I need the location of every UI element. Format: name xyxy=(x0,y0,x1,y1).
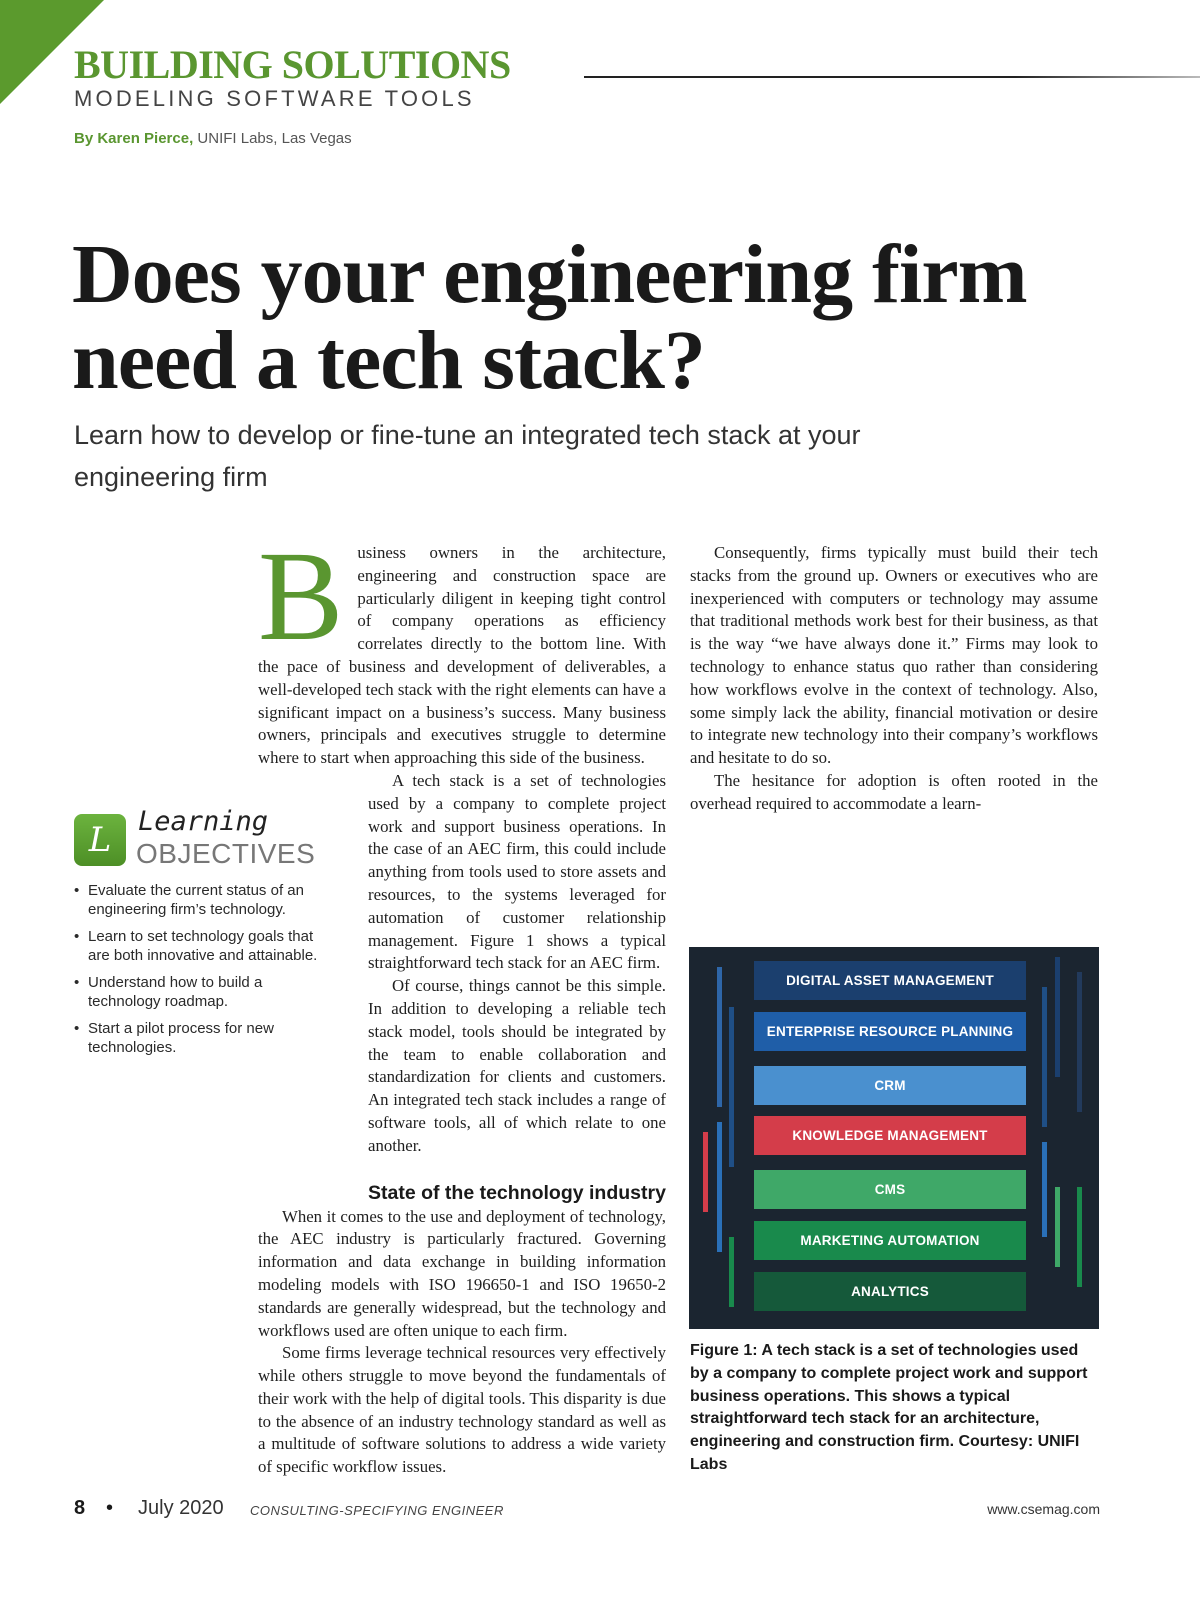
stack-layer-km: KNOWLEDGE MANAGEMENT xyxy=(754,1116,1026,1155)
learning-heading: Learning xyxy=(138,806,269,837)
paragraph-1 xyxy=(258,525,666,770)
stack-layer-cms: CMS xyxy=(754,1170,1026,1209)
page-footer xyxy=(74,1497,1100,1521)
decor-line xyxy=(729,1007,734,1167)
decor-line xyxy=(1042,987,1047,1127)
byline xyxy=(74,130,352,147)
decor-line xyxy=(729,1237,734,1307)
section-subtitle: MODELING SOFTWARE TOOLS xyxy=(74,86,475,111)
paragraph-6: Consequently, firms typically must build their tech stacks from the ground up. Owners or executives who are inexperienced with computers or technology may assume that traditional methods work best for their business, as that is the way “we have always done it.” Firms may look to technology to enhance status quo rather than considering how workflows evolve in the context of technology. Also, some simply lack the ability, financial motivation or desire to integrate new technology into their company’s workflows and hesitate to do so. xyxy=(690,543,1098,768)
decor-line xyxy=(1077,1187,1082,1287)
page-number: 8 xyxy=(74,1497,86,1519)
paragraph-2: A tech stack is a set of technologies used by a company to complete project work and support business operations. In the case of an AEC firm, this could include anything from tools used to store assets and resources, to the systems leveraged for automation of customer relationship management. Figure 1 shows a typical straightforward tech stack for an AEC firm. xyxy=(368,770,666,973)
decor-line xyxy=(1055,957,1060,1077)
stack-layer-crm: CRM xyxy=(754,1066,1026,1105)
subhead: State of the technology industry xyxy=(368,1181,666,1204)
stack-layer-dam: DIGITAL ASSET MANAGEMENT xyxy=(754,961,1026,1000)
objective-item: • Understand how to build a technology roadmap. xyxy=(74,974,330,1011)
objective-item: • Learn to set technology goals that are both innovative and attainable. xyxy=(74,928,330,965)
tech-stack-figure xyxy=(689,947,1099,1329)
figure-caption: Figure 1: A tech stack is a set of technologies used by a company to complete project work and support business operations. This shows a typical straightforward tech stack for an architecture, engineering and construction firm. Courtesy: UNIFI Labs xyxy=(690,1342,1088,1473)
footer-bullet: • xyxy=(106,1497,114,1519)
objectives-list xyxy=(74,882,330,1066)
article-column-2 xyxy=(690,542,1098,816)
decor-line xyxy=(1077,972,1082,1112)
publication-name: CONSULTING-SPECIFYING ENGINEER xyxy=(250,1503,504,1518)
article-title: Does your engineering firm need a tech stack? xyxy=(72,228,1027,407)
section-title: BUILDING SOLUTIONS xyxy=(74,42,511,87)
paragraph-4: When it comes to the use and deployment of technology, the AEC industry is particularly fractured. Governing information and data exchange in building information modeling models with ISO 196650-1 and ISO 19650-2 standards are generally widespread, but the technology and workflows used are often unique to each firm. xyxy=(258,1206,666,1340)
author-name: By Karen Pierce, xyxy=(74,130,194,147)
paragraph-1-text: usiness owners in the architecture, engineering and construction space are particularly diligent in keeping tight control of company operations as efficiency correlates directly to the bottom line. With the pace of business and development of deliverables, a well-developed tech stack with the right elements can have a significant impact on a business’s success. Many business owners, principals and executives struggle to determine where to start when approaching this side of the business. xyxy=(258,543,666,768)
decor-line xyxy=(717,1122,722,1252)
decor-line xyxy=(703,1132,708,1212)
stack-layer-erp: ENTERPRISE RESOURCE PLANNING xyxy=(754,1012,1026,1051)
paragraph-5: Some firms leverage technical resources very effectively while others struggle to move beyond the fundamentals of their work with the help of digital tools. This disparity is due to the absence of an industry technology standard as well as a multitude of software solutions to address a wide variety of specific workflow issues. xyxy=(258,1343,666,1477)
section-rule xyxy=(584,76,1200,78)
stack-layer-marketing: MARKETING AUTOMATION xyxy=(754,1221,1026,1260)
issue-date: July 2020 xyxy=(138,1497,224,1519)
learning-l-icon: L xyxy=(74,814,126,866)
stack-layer-analytics: ANALYTICS xyxy=(754,1272,1026,1311)
paragraph-7: The hesitance for adoption is often rooted in the overhead required to accommodate a learn- xyxy=(690,770,1098,813)
objective-item: • Evaluate the current status of an engineering firm’s technology. xyxy=(74,882,330,919)
drop-cap: B xyxy=(258,525,344,667)
decor-line xyxy=(1042,1142,1047,1237)
decor-line xyxy=(1055,1187,1060,1267)
decor-line xyxy=(717,967,722,1107)
objective-item: • Start a pilot process for new technologies. xyxy=(74,1020,330,1057)
author-affiliation: UNIFI Labs, Las Vegas xyxy=(197,130,352,147)
website-link[interactable]: www.csemag.com xyxy=(987,1501,1100,1517)
article-deck: Learn how to develop or fine-tune an integrated tech stack at your engineering firm xyxy=(74,420,861,492)
objectives-heading: OBJECTIVES xyxy=(136,838,316,869)
paragraph-3: Of course, things cannot be this simple. In addition to developing a reliable tech stack model, tools should be integrated by the team to enable collaboration and standardization for clients and customers. An integrated tech stack includes a range of software tools, all of which relate to one another. xyxy=(368,976,666,1155)
